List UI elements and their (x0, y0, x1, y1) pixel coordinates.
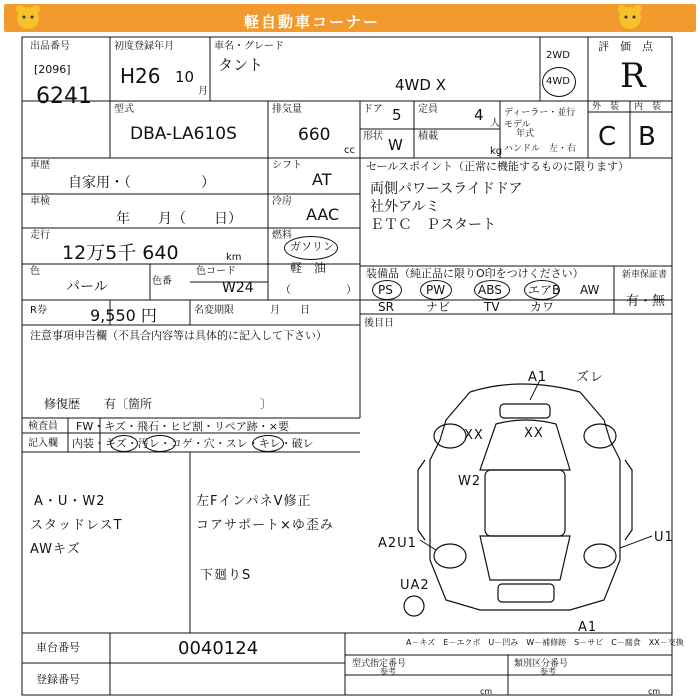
capacity-unit: 人 (490, 118, 500, 129)
shift-value: AT (312, 170, 332, 189)
hand-note-5: コアサポート×ゆ歪み (196, 518, 334, 533)
lot-label: 出品番号 (30, 41, 70, 52)
capacity-value: 4 (474, 106, 484, 124)
check-row2-items: 内装・キズ・汚レ・コゲ・穴・スレ・キレ・破レ (72, 437, 314, 450)
sales-point-2: 社外アルミ (370, 199, 440, 215)
color-no-label: 色番 (152, 276, 172, 287)
shift-label: シフト (272, 160, 302, 171)
diagram-mark-ua2: UA2 (400, 578, 430, 593)
aircon-value: AAC (306, 205, 340, 224)
model-year-label1: モデル (504, 120, 531, 130)
check-row2-label: 記入欄 (28, 438, 58, 449)
diagram-mark-xx-right: XX (524, 426, 544, 441)
load-label: 積載 (418, 131, 438, 142)
displacement-unit: cc (344, 145, 355, 156)
equip-pw: PW (426, 283, 446, 297)
chassis-value: 0040124 (178, 638, 259, 659)
sales-point-1: 両側パワースライドドア (370, 181, 523, 197)
doors-label: ドア (363, 104, 383, 115)
first-reg-label: 初度登録年月 (114, 41, 174, 52)
color-code-label: 色コード (196, 266, 236, 277)
history-label: 車歴 (30, 160, 50, 171)
ref-label-1: 参考 (380, 667, 396, 676)
car-grade: 4WD X (395, 76, 446, 94)
shape-value: W (388, 136, 403, 154)
drive-4wd: 4WD (546, 76, 570, 87)
aircon-label: 冷房 (272, 196, 292, 207)
diagram-mark-a1-top: A1 (528, 370, 548, 385)
warranty-value: 有・無 (626, 294, 666, 309)
lot-code: [2096] (34, 63, 71, 76)
notes-label: 注意事項申告欄（不具合内容等は具体的に記入して下さい） (30, 329, 327, 342)
inspection-value: 年 月（ 日） (116, 211, 242, 227)
equip-sr: SR (378, 300, 394, 314)
sales-points-label: セールスポイント（正常に機能するものに限ります） (366, 160, 630, 173)
dealer-label: ディーラー・並行 (504, 108, 576, 118)
equip-ps: PS (378, 283, 393, 297)
first-reg-era: H26 (120, 64, 161, 88)
check-row1-label: 検査員 (28, 421, 58, 432)
car-name: タント (218, 56, 264, 74)
model-year-label2: 年式 (516, 129, 535, 139)
color-value: パール (66, 279, 108, 295)
evaluation-score: R (620, 56, 647, 96)
sales-point-3: ＥＴＣ Ｐスタート (370, 217, 496, 233)
model-label: 型式 (114, 104, 134, 115)
ext-score: C (598, 122, 618, 152)
history-value: 自家用・（ ） (68, 175, 215, 191)
cm-label-2: cm (648, 687, 661, 696)
diagram-mark-a2u1: A2U1 (378, 536, 417, 551)
drive-2wd: 2WD (546, 50, 570, 61)
reg-no-label: 登録番号 (36, 673, 80, 686)
car-name-label: 車名・グレード (214, 41, 284, 52)
check-row1-items: FW・キズ・飛石・ヒビ割・リペア跡・×要 (76, 420, 289, 433)
header-title: 軽自動車コーナー (244, 13, 381, 31)
mileage-unit: km (226, 252, 242, 263)
hand-note-4: 左FインパネV修正 (196, 494, 312, 509)
equip-aw: AW (580, 283, 600, 297)
lot-number: 6241 (36, 84, 92, 109)
displacement-label: 排気量 (272, 104, 302, 115)
fuel-diesel: 軽 油 (290, 261, 327, 275)
first-reg-month-unit: 月 (198, 86, 208, 97)
ext-label: 外 装 (592, 102, 620, 112)
handle-label: ハンドル 左・右 (504, 144, 577, 154)
hand-note-3: AWキズ (30, 542, 81, 557)
chassis-label: 車台番号 (36, 641, 80, 654)
load-unit: kg (490, 146, 503, 157)
recycle-value: 9,550 円 (90, 306, 157, 325)
diagram-mark-u1: U1 (654, 530, 674, 545)
diagram-mark-zure: ズレ (576, 370, 605, 385)
equip-airbag: エアB (528, 283, 561, 297)
seat-label: 後目日 (364, 318, 394, 329)
warranty-label: 新車保証書 (622, 270, 668, 280)
recycle-label: R券 (30, 305, 47, 316)
evaluation-label: 評 価 点 (598, 40, 653, 53)
equip-navi: ナビ (426, 300, 451, 314)
equip-abs: ABS (478, 283, 502, 297)
int-label: 内 装 (634, 102, 662, 112)
notes-repair: 修復歴 有〔箇所 〕 (44, 397, 273, 411)
fuel-other: （ ） (280, 283, 357, 296)
fuel-gas: ガソリン (290, 240, 334, 253)
mileage-label: 走行 (30, 230, 50, 241)
first-reg-month: 10 (175, 68, 195, 86)
deadline-label: 名変期限 (194, 305, 234, 316)
color-label: 色 (30, 266, 40, 277)
model-cert-label: 型式指定番号 (352, 659, 407, 669)
displacement-value: 660 (298, 125, 331, 145)
hand-note-6: 下廻りS (200, 568, 252, 583)
inspection-label: 車検 (30, 196, 50, 207)
equip-leather: カワ (530, 300, 555, 314)
doors-value: 5 (392, 106, 402, 124)
diagram-mark-a1-bottom: A1 (578, 620, 598, 635)
fuel-label: 燃料 (272, 230, 292, 241)
capacity-label: 定員 (418, 104, 438, 115)
hand-note-2: スタッドレスT (30, 518, 123, 533)
deadline-value: 月 日 (270, 305, 310, 316)
cm-label-1: cm (480, 687, 493, 696)
int-score: B (638, 122, 657, 152)
equip-tv: TV (484, 300, 500, 314)
hand-note-1: A・U・W2 (34, 494, 106, 509)
model-value: DBA-LA610S (130, 124, 237, 144)
color-code: W24 (222, 280, 254, 296)
ref-label-2: 参考 (540, 667, 556, 676)
class-cert-label: 類別区分番号 (514, 659, 569, 669)
equipment-label: 装備品（純正品に限りO印をつけください） (366, 267, 584, 280)
mileage-value: 12万5千 640 (62, 242, 179, 264)
diagram-mark-w2: W2 (458, 474, 482, 489)
shape-label: 形状 (363, 131, 383, 142)
damage-legend: A－キズ E－エクボ U－凹み W－補修跡 S－サビ C－腐食 XX－交換 (406, 638, 684, 647)
diagram-mark-xx-left: XX (464, 428, 484, 443)
